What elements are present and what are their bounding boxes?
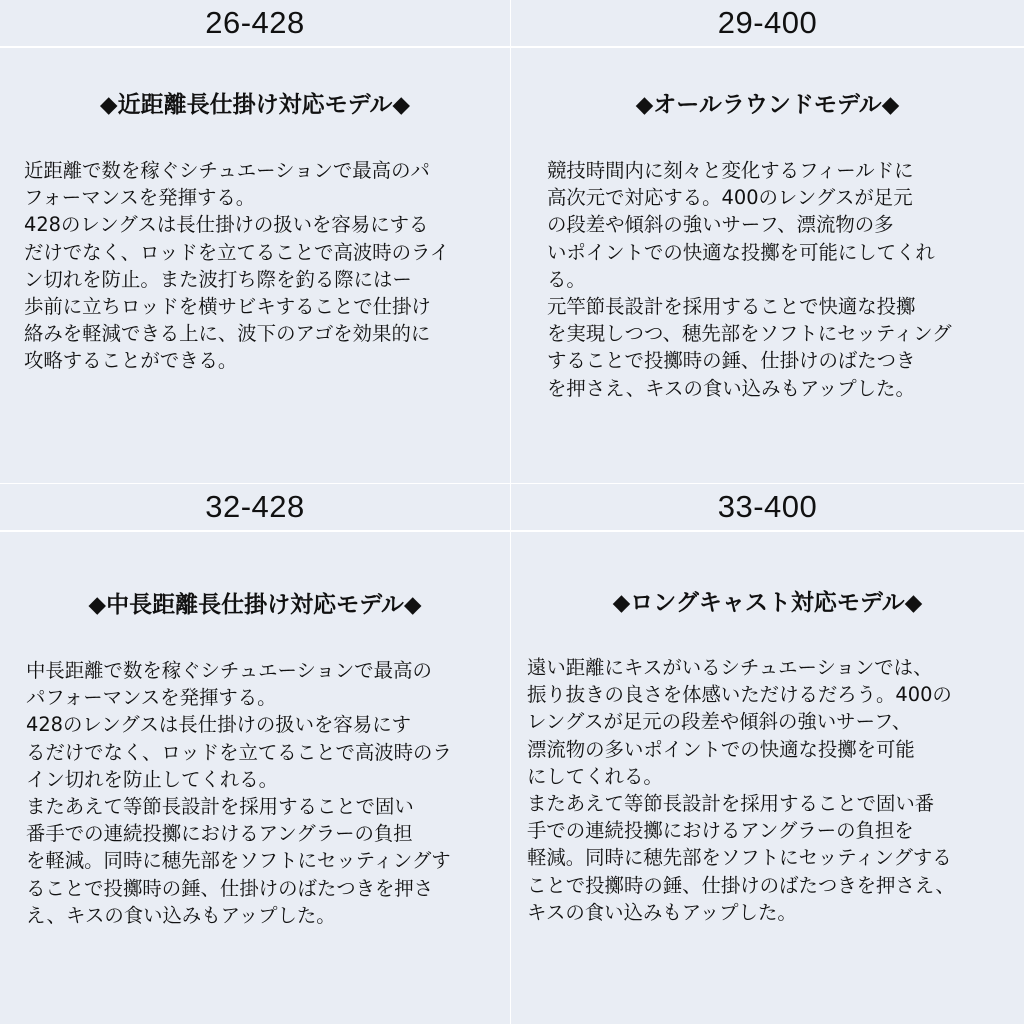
- model-number: 29-400: [511, 0, 1024, 48]
- description-line: る。: [547, 267, 586, 291]
- description-line: 遠い距離にキスがいるシチュエーションでは、: [527, 656, 933, 679]
- description-line: いポイントでの快適な投擲を可能にしてくれ: [547, 240, 935, 264]
- description-line: 歩前に立ちロッドを横サビキすることで仕掛け: [24, 295, 431, 319]
- description-line: 中長距離で数を稼ぐシチュエーションで最高の: [26, 659, 432, 682]
- model-description: [24, 157, 449, 375]
- description-line: の段差や傾斜の強いサーフ、漂流物の多: [547, 213, 894, 237]
- description-line: レングスが足元の段差や傾斜の強いサーフ、: [527, 710, 912, 734]
- description-line: フォーマンスを発揮する。: [24, 186, 256, 210]
- description-line: 攻略することができる。: [24, 349, 238, 373]
- description-line: することで投擲時の錘、仕掛けのばたつき: [547, 349, 916, 373]
- model-description: [26, 657, 452, 929]
- description-line: え、キスの食い込みもアップした。: [26, 903, 336, 927]
- model-number: 26-428: [0, 0, 510, 48]
- model-panel-29-400: [511, 0, 1024, 484]
- description-line: にしてくれる。: [527, 764, 663, 788]
- description-line: 高次元で対応する。400のレングスが足元: [547, 186, 913, 210]
- model-subtitle: ◆ロングキャスト対応モデル◆: [612, 590, 923, 616]
- model-subtitle: ◆近距離長仕掛け対応モデル◆: [99, 92, 411, 118]
- model-description: [527, 654, 955, 926]
- description-line: 428のレングスは長仕掛けの扱いを容易にす: [26, 713, 411, 737]
- description-line: 番手での連続投擲におけるアングラーの負担: [26, 822, 413, 846]
- description-line: を実現しつつ、穂先部をソフトにセッティング: [547, 322, 952, 346]
- model-description: [547, 157, 952, 402]
- description-line: ことで投擲時の錘、仕掛けのばたつきを押さえ、: [527, 873, 955, 897]
- description-line: るだけでなく、ロッドを立てることで高波時のラ: [26, 740, 452, 764]
- description-line: を押さえ、キスの食い込みもアップした。: [547, 376, 915, 400]
- description-line: またあえて等節長設計を採用することで固い: [26, 795, 414, 819]
- description-line: 元竿節長設計を採用することで快適な投擲: [547, 295, 916, 319]
- model-number: 32-428: [0, 484, 510, 532]
- description-line: 手での連続投擲におけるアングラーの負担を: [527, 819, 914, 843]
- description-line: ン切れを防止。また波打ち際を釣る際にはー: [24, 267, 412, 291]
- model-panel-26-428: [0, 0, 511, 484]
- description-line: 絡みを軽減できる上に、波下のアゴを効果的に: [24, 322, 431, 346]
- description-line: 軽減。同時に穂先部をソフトにセッティングする: [527, 846, 952, 870]
- model-subtitle: ◆中長距離長仕掛け対応モデル◆: [88, 592, 422, 618]
- description-line: パフォーマンスを発揮する。: [26, 686, 277, 710]
- description-line: キスの食い込みもアップした。: [527, 900, 797, 924]
- description-line: 振り抜きの良さを体感いただけるだろう。400の: [527, 683, 952, 707]
- description-line: 428のレングスは長仕掛けの扱いを容易にする: [24, 213, 429, 237]
- model-panel-33-400: [511, 484, 1024, 1024]
- description-line: 漂流物の多いポイントでの快適な投擲を可能: [527, 737, 915, 761]
- description-line: ることで投擲時の錘、仕掛けのばたつきを押さ: [26, 876, 434, 900]
- description-line: イン切れを防止してくれる。: [26, 767, 279, 791]
- model-number: 33-400: [511, 484, 1024, 532]
- model-panel-32-428: [0, 484, 511, 1024]
- description-line: だけでなく、ロッドを立てることで高波時のライ: [24, 240, 450, 264]
- model-subtitle: ◆オールラウンドモデル◆: [635, 92, 900, 118]
- description-line: またあえて等節長設計を採用することで固い番: [527, 792, 935, 816]
- description-line: 近距離で数を稼ぐシチュエーションで最高のパ: [24, 159, 430, 182]
- description-line: 競技時間内に刻々と変化するフィールドに: [547, 159, 914, 182]
- description-line: を軽減。同時に穂先部をソフトにセッティングす: [26, 849, 451, 873]
